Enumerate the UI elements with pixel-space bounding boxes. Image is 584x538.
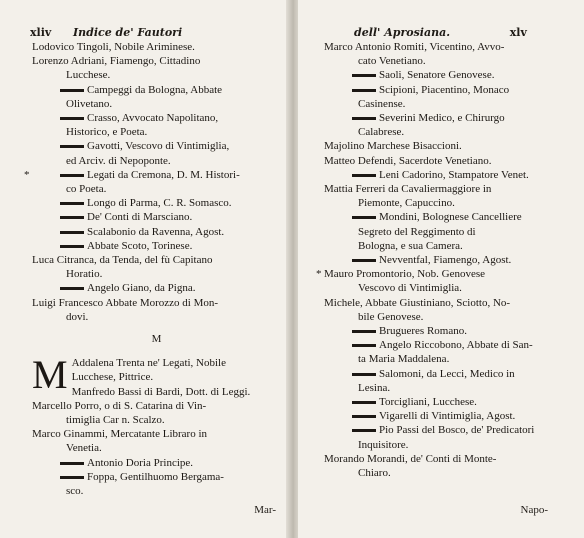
index-entry bbox=[32, 296, 282, 324]
entry-name-line bbox=[32, 385, 282, 399]
entry-text: Addalena Trenta ne' Legati, Nobile bbox=[71, 357, 226, 370]
left-page-number: xliv bbox=[30, 26, 52, 39]
ditto-dash bbox=[352, 344, 376, 347]
entry-text: Saoli, Senatore Genovese. bbox=[379, 69, 495, 82]
entry-name-line bbox=[324, 40, 569, 54]
index-entry bbox=[32, 253, 282, 281]
entry-continuation-line: Chiaro. bbox=[358, 467, 391, 480]
entry-continuation-line: Lucchese, Pittrice. bbox=[71, 371, 154, 384]
entry-continuation-line: Historico, e Poeta. bbox=[66, 126, 148, 139]
entry-name-line bbox=[324, 452, 569, 466]
entry-continuation-line: timiglia Car n. Scalzo. bbox=[66, 414, 165, 427]
index-entry bbox=[324, 409, 569, 423]
entry-continuation-line: cato Venetiano. bbox=[358, 55, 426, 68]
asterisk-mark: * bbox=[316, 268, 322, 281]
entry-text: Gavotti, Vescovo di Vintimiglia, bbox=[87, 140, 230, 153]
entry-name-line bbox=[32, 296, 282, 310]
section-letter-heading: M bbox=[151, 333, 163, 346]
index-entry bbox=[32, 470, 282, 498]
entry-continuation-line: Horatio. bbox=[66, 268, 103, 281]
entry-name-line bbox=[32, 196, 282, 210]
left-entry-list bbox=[24, 40, 282, 498]
entry-text: Abbate Scoto, Torinese. bbox=[87, 239, 193, 252]
entry-name-line bbox=[324, 253, 569, 267]
entry-name-line bbox=[324, 210, 569, 224]
entry-text: Lorenzo Adriani, Fiamengo, Cittadino bbox=[32, 55, 201, 68]
index-entry bbox=[32, 427, 282, 455]
entry-name-line bbox=[32, 239, 282, 253]
index-entry bbox=[324, 210, 569, 253]
entry-name-line bbox=[32, 83, 282, 97]
entry-name-line bbox=[32, 225, 282, 239]
entry-text: Angelo Giano, da Pigna. bbox=[87, 282, 196, 295]
index-entry bbox=[32, 239, 282, 253]
entry-continuation-line: sco. bbox=[66, 485, 84, 498]
entry-continuation-line: Inquisitore. bbox=[358, 438, 409, 451]
index-entry bbox=[324, 324, 569, 338]
entry-name-line bbox=[32, 139, 282, 153]
entry-name-line bbox=[32, 356, 282, 370]
entry-name-line bbox=[32, 54, 282, 68]
ditto-dash bbox=[60, 216, 84, 219]
entry-continuation-line: ed Arciv. di Nepoponte. bbox=[66, 154, 171, 167]
asterisk-mark: * bbox=[24, 168, 30, 181]
entry-continuation-line: dovi. bbox=[66, 310, 89, 323]
index-entry bbox=[32, 225, 282, 239]
ditto-dash bbox=[60, 231, 84, 234]
entry-name-line bbox=[324, 182, 569, 196]
index-entry bbox=[24, 168, 282, 196]
index-entry bbox=[32, 385, 282, 399]
right-entry-list bbox=[316, 40, 569, 480]
index-entry bbox=[324, 367, 569, 395]
entry-text: Michele, Abbate Giustiniano, Sciotto, No- bbox=[324, 296, 511, 309]
ditto-dash bbox=[352, 259, 376, 262]
index-entry bbox=[324, 68, 569, 82]
entry-text: Manfredo Bassi di Bardi, Dott. di Leggi. bbox=[71, 385, 251, 398]
entry-text: Crasso, Avvocato Napolitano, bbox=[87, 112, 219, 125]
index-entry bbox=[324, 83, 569, 111]
entry-name-line bbox=[324, 324, 569, 338]
entry-text: Matteo Defendi, Sacerdote Venetiano. bbox=[324, 154, 492, 167]
index-entry bbox=[32, 281, 282, 295]
entry-name-line bbox=[32, 111, 282, 125]
ditto-dash bbox=[352, 216, 376, 219]
entry-text: Angelo Riccobono, Abbate di San- bbox=[379, 339, 533, 352]
ditto-dash bbox=[352, 330, 376, 333]
entry-text: Mauro Promontorio, Nob. Genovese bbox=[324, 268, 486, 281]
entry-continuation-line: Venetia. bbox=[66, 442, 102, 455]
entry-text: Luca Citranca, da Tenda, del fù Capitano bbox=[32, 254, 213, 267]
entry-text: Majolino Marchese Bisaccioni. bbox=[324, 140, 462, 153]
entry-name-line bbox=[316, 267, 569, 281]
right-catchword: Napo- bbox=[520, 504, 548, 516]
entry-text: Torcigliani, Lucchese. bbox=[379, 396, 477, 409]
entry-name-line bbox=[32, 399, 282, 413]
entry-text: De' Conti di Marsciano. bbox=[87, 211, 193, 224]
entry-continuation-line: Segreto del Reggimento di bbox=[358, 225, 476, 238]
entry-name-line bbox=[324, 367, 569, 381]
entry-text: Brugueres Romano. bbox=[379, 325, 467, 338]
right-running-head: dell' Aprosiana. bbox=[354, 26, 451, 39]
entry-name-line bbox=[32, 40, 282, 54]
index-entry bbox=[32, 210, 282, 224]
index-entry bbox=[324, 182, 569, 210]
index-entry bbox=[324, 111, 569, 139]
index-entry bbox=[324, 423, 569, 451]
index-entry bbox=[32, 111, 282, 139]
entry-continuation-line: Vescovo di Vintimiglia. bbox=[358, 282, 462, 295]
entry-text: Marcello Porro, o di S. Catarina di Vin- bbox=[32, 399, 207, 412]
entry-continuation-line: Olivetano. bbox=[66, 97, 113, 110]
index-entry bbox=[32, 83, 282, 111]
index-entry bbox=[316, 267, 569, 295]
entry-text: Lodovico Tingoli, Nobile Ariminese. bbox=[32, 41, 195, 53]
index-entry bbox=[324, 139, 569, 153]
index-entry bbox=[324, 154, 569, 168]
entry-continuation-line: co Poeta. bbox=[66, 183, 107, 196]
index-entry bbox=[324, 40, 569, 68]
entry-name-line bbox=[324, 168, 569, 182]
ditto-dash bbox=[352, 429, 376, 432]
entry-text: Marco Antonio Romiti, Vicentino, Avvo- bbox=[324, 41, 505, 53]
ditto-dash bbox=[352, 373, 376, 376]
entry-text: Vigarelli di Vintimiglia, Agost. bbox=[379, 410, 516, 423]
entry-text: Longo di Parma, C. R. Somasco. bbox=[87, 197, 232, 210]
entry-name-line bbox=[324, 83, 569, 97]
entry-text: Severini Medico, e Chirurgo bbox=[379, 112, 505, 125]
index-entry bbox=[324, 253, 569, 267]
right-page-header bbox=[354, 26, 527, 39]
entry-text: Pio Passi del Bosco, de' Predicatori bbox=[379, 424, 535, 437]
entry-name-line bbox=[324, 409, 569, 423]
ditto-dash bbox=[352, 117, 376, 120]
index-entry bbox=[324, 395, 569, 409]
entry-text: Campeggi da Bologna, Abbate bbox=[87, 83, 223, 96]
ditto-dash bbox=[352, 74, 376, 77]
entry-text: Mattia Ferreri da Cavaliermaggiore in bbox=[324, 183, 492, 196]
ditto-dash bbox=[352, 174, 376, 177]
entry-text: Nevventfal, Fiamengo, Agost. bbox=[379, 254, 512, 267]
entry-continuation-line: Piemonte, Capuccino. bbox=[358, 197, 455, 210]
entry-name-line bbox=[324, 111, 569, 125]
left-running-head: Indice de' Fautori bbox=[73, 26, 183, 39]
index-entry bbox=[324, 168, 569, 182]
entry-name-line bbox=[32, 253, 282, 267]
entry-name-line bbox=[32, 427, 282, 441]
index-entry bbox=[324, 452, 569, 480]
entry-name-line bbox=[324, 423, 569, 437]
entry-name-line bbox=[32, 470, 282, 484]
entry-text: Mondini, Bolognese Cancelliere bbox=[379, 211, 522, 224]
ditto-dash bbox=[60, 89, 84, 92]
index-entry bbox=[32, 40, 282, 54]
ditto-dash bbox=[60, 462, 84, 465]
right-page bbox=[298, 0, 584, 538]
index-entry bbox=[32, 54, 282, 82]
entry-continuation-line: Lucchese. bbox=[66, 69, 111, 82]
left-page bbox=[0, 0, 290, 538]
entry-continuation-line: Lesina. bbox=[358, 381, 391, 394]
index-entry bbox=[32, 196, 282, 210]
entry-name-line bbox=[324, 154, 569, 168]
ditto-dash bbox=[60, 245, 84, 248]
ditto-dash bbox=[60, 202, 84, 205]
entry-name-line bbox=[324, 68, 569, 82]
ditto-dash bbox=[352, 89, 376, 92]
entry-name-line bbox=[32, 210, 282, 224]
ditto-dash bbox=[60, 174, 84, 177]
drop-capital: M bbox=[32, 352, 68, 398]
entry-continuation-line: Casinense. bbox=[358, 97, 406, 110]
index-entry bbox=[324, 338, 569, 366]
entry-continuation-line: ta Maria Maddalena. bbox=[358, 353, 450, 366]
index-entry bbox=[32, 399, 282, 427]
left-page-header bbox=[30, 26, 182, 39]
entry-text: Antonio Doria Principe. bbox=[87, 456, 194, 469]
left-catchword: Mar- bbox=[254, 504, 276, 516]
ditto-dash bbox=[60, 117, 84, 120]
entry-continuation-line: bile Genovese. bbox=[358, 310, 424, 323]
ditto-dash bbox=[60, 476, 84, 479]
index-entry bbox=[32, 456, 282, 470]
entry-text: Scipioni, Piacentino, Monaco bbox=[379, 83, 510, 96]
entry-name-line bbox=[32, 281, 282, 295]
entry-text: Leni Cadorino, Stampatore Venet. bbox=[379, 168, 529, 181]
entry-name-line bbox=[324, 139, 569, 153]
entry-name-line bbox=[324, 296, 569, 310]
entry-name-line bbox=[324, 338, 569, 352]
entry-text: Luigi Francesco Abbate Morozzo di Mon- bbox=[32, 296, 219, 309]
entry-continuation-line: Bologna, e sua Camera. bbox=[358, 239, 463, 252]
index-entry bbox=[32, 139, 282, 167]
entry-name-line bbox=[24, 168, 282, 182]
entry-continuation-line: Calabrese. bbox=[358, 126, 405, 139]
index-entry bbox=[324, 296, 569, 324]
ditto-dash bbox=[60, 287, 84, 290]
entry-text: Marco Ginammi, Mercatante Libraro in bbox=[32, 428, 208, 441]
entry-text: Scalabonio da Ravenna, Agost. bbox=[87, 225, 225, 238]
entry-name-line bbox=[324, 395, 569, 409]
ditto-dash bbox=[352, 415, 376, 418]
entry-text: Foppa, Gentilhuomo Bergama- bbox=[87, 470, 224, 483]
entry-text: Salomoni, da Lecci, Medico in bbox=[379, 367, 515, 380]
right-page-number: xlv bbox=[509, 26, 527, 39]
entry-text: Morando Morandi, de' Conti di Monte- bbox=[324, 452, 497, 465]
ditto-dash bbox=[352, 401, 376, 404]
entry-text: Legati da Cremona, D. M. Histori- bbox=[87, 168, 240, 181]
entry-name-line bbox=[32, 456, 282, 470]
ditto-dash bbox=[60, 145, 84, 148]
